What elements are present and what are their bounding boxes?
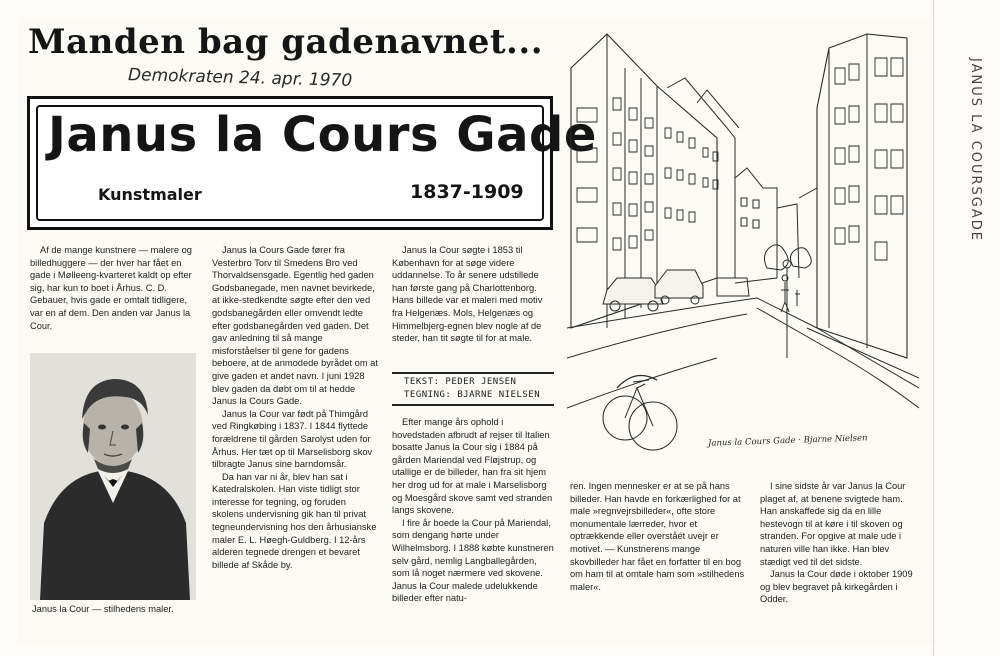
street-sign-occupation: Kunstmaler bbox=[98, 185, 202, 204]
article-paragraph: Janus la Cour søgte i 1853 til København for at søge videre uddannelse. To år senere udstillede han første gang på Charlottenborg. Hans billede var et maleri med motiv fra Helgenæs. Mols, Helgenæs og Himmelbjerg-egnen blev nogle af de steder, han tit søgte til for at male. bbox=[392, 245, 543, 344]
article-paragraph: Efter mange års ophold i hovedstaden afbrudt af rejser til Italien bosatte Janus la Cour sig i 1884 på gården Mariendal ved Fløjstrup, og utallige er de billeder, han fra sit hjem her drog ud for at male i Marselisborg og Moesgård skove samt ved stranden langs skovene. bbox=[392, 417, 553, 516]
article-paragraph: I fire år boede la Cour på Mariendal, som dengang hørte under Wilhelmsborg. I 1888 købte kunstneren selv gård, nemlig Langballegården, som lå noget nærmere ved skovene. Janus la Cour malede udelukkende billeder efter natu- bbox=[392, 517, 554, 604]
article-column-5 bbox=[760, 480, 920, 606]
article-column-1 bbox=[30, 244, 196, 332]
article-paragraph: Janus la Cour var født på Thimgård ved Ringkøbing i 1837. I 1844 flyttede forældrene til gården Sarolyst uden for Århus. Her tæt op til Marselisborg skov tilbragte Janus sine barndomsår. bbox=[212, 408, 373, 470]
portrait-illustration bbox=[30, 353, 196, 600]
street-sign bbox=[27, 96, 597, 230]
article-paragraph: Af de mange kunstnere — malere og billedhuggere — der hver har fået en gade i Mølleeng-kvarteret kaldt op efter sig, har kun to boet i Århus. C. D. Gebauer, hvis gade er omtalt tidligere, var en af dem. Den anden var Janus la Cour. bbox=[30, 245, 192, 331]
street-sketch bbox=[567, 28, 919, 468]
street-sketch-drawing bbox=[567, 28, 919, 468]
portrait-photo bbox=[30, 353, 196, 600]
article-column-4 bbox=[570, 480, 748, 593]
article-paragraph: Da han var ni år, blev han sat i Katedralskolen. Han viste tidligt stor interesse for tegning, og foruden skolens undervisning gik han til privat tegneundervisning hos den århusianske maler E. L. Høegh-Guldberg. I 12-års alderen tegnede drengen et bevaret billede af Skåde by. bbox=[212, 471, 377, 570]
paper-edge bbox=[933, 0, 934, 656]
side-handwritten-note: JANUS LA COURSGADE bbox=[968, 58, 983, 242]
article-paragraph: Janus la Cour døde i oktober 1909 og blev begravet på kirkegården i Odder. bbox=[760, 569, 913, 605]
article-column-3 bbox=[392, 244, 554, 345]
sketch-signature: Janus la Cours Gade · Bjarne Nielsen bbox=[707, 433, 868, 449]
article-paragraph: Janus la Cours Gade fører fra Vesterbro Torv til Smedens Bro ved Thorvaldsensgade. Egentlig hed gaden Godsbanegade, men navnet bevirkede, at ikke-stedkendte søgte efter den ved godsbanegården eller omvendt ledte efter godsbanegården ved gaden. Det gav anledning til så mange misforståelser til gene for gadens beboere, at de anmodede byrådet om at give gaden et andet navn. I juni 1928 blev gaden da døbt om til at hedde Janus la Cours Gade. bbox=[212, 245, 378, 407]
credit-text-author: TEKST: PEDER JENSEN bbox=[404, 377, 517, 387]
credit-drawing-author: TEGNING: BJARNE NIELSEN bbox=[404, 390, 541, 400]
headline: Manden bag gadenavnet... bbox=[28, 22, 544, 62]
street-sign-name: Janus la Cours Gade bbox=[48, 107, 597, 163]
street-sign-years: 1837-1909 bbox=[410, 181, 524, 203]
credit-box bbox=[392, 372, 554, 406]
article-column-3-continued bbox=[392, 416, 554, 605]
article-column-2 bbox=[212, 244, 378, 571]
handwritten-note: Demokraten 24. apr. 1970 bbox=[127, 65, 353, 91]
article-paragraph: ren. Ingen mennesker er at se på hans billeder. Han havde en forkærlighed for at male »regnvejrsbilleder«, ofte store monumentale lærreder, hvor et optrækkende eller overståét uvejr er motivet. — Kunstnerens mange skovbilleder har fået en forfatter til en bog om ham til at omtale ham som »stilhedens maler«. bbox=[570, 481, 745, 592]
article-paragraph: I sine sidste år var Janus la Cour plaget af, at benene svigtede ham. Han anskaffede sig da en lille hestevogn til at køre i til skoven og stranden. For opgive at male ude i naturen ville han ikke. Han blev stædigt ved til det sidste. bbox=[760, 481, 906, 567]
portrait-caption: Janus la Cour — stilhedens maler. bbox=[32, 604, 174, 614]
